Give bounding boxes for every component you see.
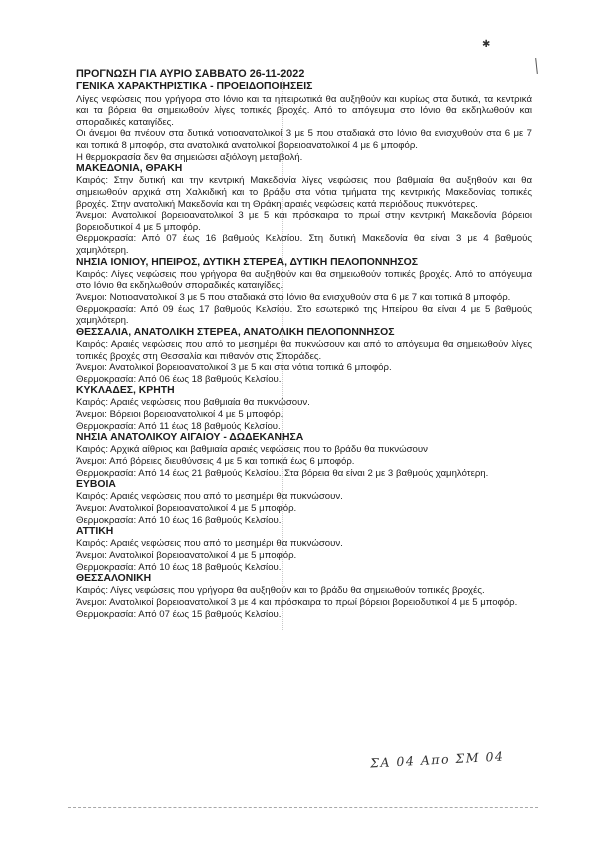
section-paragraph: Θερμοκρασία: Από 10 έως 18 βαθμούς Κελσίου. [76, 561, 282, 573]
section-paragraph: Καιρός: Αραιές νεφώσεις που από το μεσημέρι θα πυκνώσουν και από το απόγευμα θα σημειωθούν λίγες τοπικές βροχές στη Θεσσαλία και πιθανόν στις Σποράδες. [76, 338, 532, 362]
handwritten-note: ΣΑ 04 Απο ΣΜ 04 [369, 748, 505, 771]
section-paragraph: Άνεμοι: Ανατολικοί βορειοανατολικοί 3 με 4 και πρόσκαιρα το πρωί βόρειοι βορειοδυτικοί 4 με 5 μποφόρ. [76, 597, 518, 609]
section-paragraph: Καιρός: Λίγες νεφώσεις που γρήγορα θα αυξηθούν και θα σημειωθούν τοπικές βροχές. Από το απόγευμα στο Ιόνιο θα εκδηλωθούν σποραδικές καταιγίδες. [76, 268, 532, 292]
forecast-section [76, 327, 532, 386]
section-heading: ΑΤΤΙΚΗ [76, 526, 114, 538]
section-paragraph: Θερμοκρασία: Από 07 έως 16 βαθμούς Κελσίου. Στη δυτική Μακεδονία θα είναι 3 με 4 βαθμούς χαμηλότερη. [76, 233, 532, 256]
section-heading: ΘΕΣΣΑΛΙΑ, ΑΝΑΤΟΛΙΚΗ ΣΤΕΡΕΑ, ΑΝΑΤΟΛΙΚΗ ΠΕΛΟΠΟΝΝΗΣΟΣ [76, 326, 395, 338]
section-paragraph: Λίγες νεφώσεις που γρήγορα στο Ιόνιο και τα ηπειρωτικά θα αυξηθούν και κυρίως στα δυτικά, τα κεντρικά και τα βόρεια θα σημειωθούν λίγες τοπικές βροχές. Από το απόγευμα στο Ιόνιο θα εκδηλωθούν και σποραδικές καταιγίδες. [76, 93, 532, 128]
forecast-section [76, 432, 532, 479]
section-paragraph: Καιρός: Στην δυτική και την κεντρική Μακεδονία λίγες νεφώσεις που βαθμιαία θα αυξηθούν και θα σημειωθούν αρχικά στη Χαλκιδική και το βράδυ στα νότια τμήματα της κεντρικής Μακεδονίας τοπικές βροχές. Στην ανατολική Μακεδονία και τη Θράκη αραιές νεφώσεις κατά περιόδους πυκνότερες. [76, 175, 532, 210]
forecast-section [76, 479, 532, 526]
section-paragraph: Άνεμοι: Ανατολικοί βορειοανατολικοί 4 με 5 μποφόρ. [76, 550, 297, 562]
forecast-section [76, 385, 532, 432]
section-heading: ΕΥΒΟΙΑ [76, 479, 116, 491]
section-paragraph: Οι άνεμοι θα πνέουν στα δυτικά νοτιοανατολικοί 3 με 5 που σταδιακά στο Ιόνιο θα ενισχυθούν στα 6 με 7 και τοπικά 8 μποφόρ, στα ανατολικά ανατολικοί βορειοανατολικοί 4 με 6 μποφόρ. [76, 128, 532, 151]
section-paragraph: Καιρός: Αρχικά αίθριος και βαθμιαία αραιές νεφώσεις που το βράδυ θα πυκνώσουν [76, 444, 428, 456]
document-title: ΠΡΟΓΝΩΣΗ ΓΙΑ ΑΥΡΙΟ ΣΑΒΒΑΤΟ 26-11-2022 [76, 68, 305, 80]
section-paragraph: Άνεμοι: Νοτιοανατολικοί 3 με 5 που σταδιακά στο Ιόνιο θα ενισχυθούν στα 6 με 7 και τοπικά 8 μποφόρ. [76, 291, 511, 303]
section-paragraph: Η θερμοκρασία δεν θα σημειώσει αξιόλογη μεταβολή. [76, 151, 303, 163]
section-heading: ΜΑΚΕΔΟΝΙΑ, ΘΡΑΚΗ [76, 163, 183, 175]
section-heading: ΚΥΚΛΑΔΕΣ, ΚΡΗΤΗ [76, 385, 175, 397]
forecast-section [76, 526, 532, 573]
section-paragraph: Θερμοκρασία: Από 10 έως 16 βαθμούς Κελσίου. [76, 514, 282, 526]
forecast-document [76, 68, 532, 620]
section-heading: ΘΕΣΣΑΛΟΝΙΚΗ [76, 573, 152, 585]
section-paragraph: Άνεμοι: Ανατολικοί βορειοανατολικοί 4 με 5 μποφόρ. [76, 503, 297, 515]
margin-tick-mark [535, 58, 538, 74]
section-heading: ΝΗΣΙΑ ΙΟΝΙΟΥ, ΗΠΕΙΡΟΣ, ΔΥΤΙΚΗ ΣΤΕΡΕΑ, ΔΥΤΙΚΗ ΠΕΛΟΠΟΝΝΗΣΟΣ [76, 256, 418, 268]
forecast-section [76, 163, 532, 256]
section-paragraph: Άνεμοι: Από βόρειες διευθύνσεις 4 με 5 και τοπικά έως 6 μποφόρ. [76, 456, 355, 468]
forecast-section [76, 81, 532, 163]
section-paragraph: Άνεμοι: Ανατολικοί βορειοανατολικοί 3 με 5 και στα νότια τοπικά 6 μποφόρ. [76, 362, 392, 374]
section-paragraph: Θερμοκρασία: Από 07 έως 15 βαθμούς Κελσίου. [76, 608, 282, 620]
section-paragraph: Άνεμοι: Ανατολικοί βορειοανατολικοί 3 με 5 και πρόσκαιρα το πρωί στην κεντρική Μακεδονία βόρειοι βορειοδυτικοί 4 με 5 μποφόρ. [76, 210, 532, 233]
forecast-section [76, 257, 532, 327]
forecast-sections [76, 81, 532, 620]
section-paragraph: Άνεμοι: Βόρειοι βορειοανατολικοί 4 με 5 μποφόρ. [76, 409, 284, 421]
section-paragraph: Καιρός: Αραιές νεφώσεις που από το μεσημέρι θα πυκνώσουν. [76, 538, 343, 550]
section-paragraph: Θερμοκρασία: Από 11 έως 18 βαθμούς Κελσίου. [76, 420, 281, 432]
forecast-section [76, 573, 532, 620]
section-paragraph: Καιρός: Αραιές νεφώσεις που βαθμιαία θα πυκνώσουν. [76, 397, 310, 409]
bottom-dashed-rule [68, 807, 538, 808]
section-heading: ΓΕΝΙΚΑ ΧΑΡΑΚΤΗΡΙΣΤΙΚΑ - ΠΡΟΕΙΔΟΠΟΙΗΣΕΙΣ [76, 81, 313, 93]
asterisk-mark: ✱ [482, 39, 491, 50]
section-heading: ΝΗΣΙΑ ΑΝΑΤΟΛΙΚΟΥ ΑΙΓΑΙΟΥ - ΔΩΔΕΚΑΝΗΣΑ [76, 432, 304, 444]
section-paragraph: Καιρός: Αραιές νεφώσεις που από το μεσημέρι θα πυκνώσουν. [76, 491, 343, 503]
section-paragraph: Θερμοκρασία: Από 14 έως 21 βαθμούς Κελσίου. Στα βόρεια θα είναι 2 με 3 βαθμούς χαμηλότερη. [76, 467, 489, 479]
section-paragraph: Θερμοκρασία: Από 09 έως 17 βαθμούς Κελσίου. Στο εσωτερικό της Ηπείρου θα είναι 4 με 5 βαθμούς χαμηλότερη. [76, 303, 532, 327]
section-paragraph: Θερμοκρασία: Από 06 έως 18 βαθμούς Κελσίου. [76, 373, 282, 385]
section-paragraph: Καιρός: Λίγες νεφώσεις που γρήγορα θα αυξηθούν και το βράδυ θα σημειωθούν τοπικές βροχές. [76, 585, 485, 597]
